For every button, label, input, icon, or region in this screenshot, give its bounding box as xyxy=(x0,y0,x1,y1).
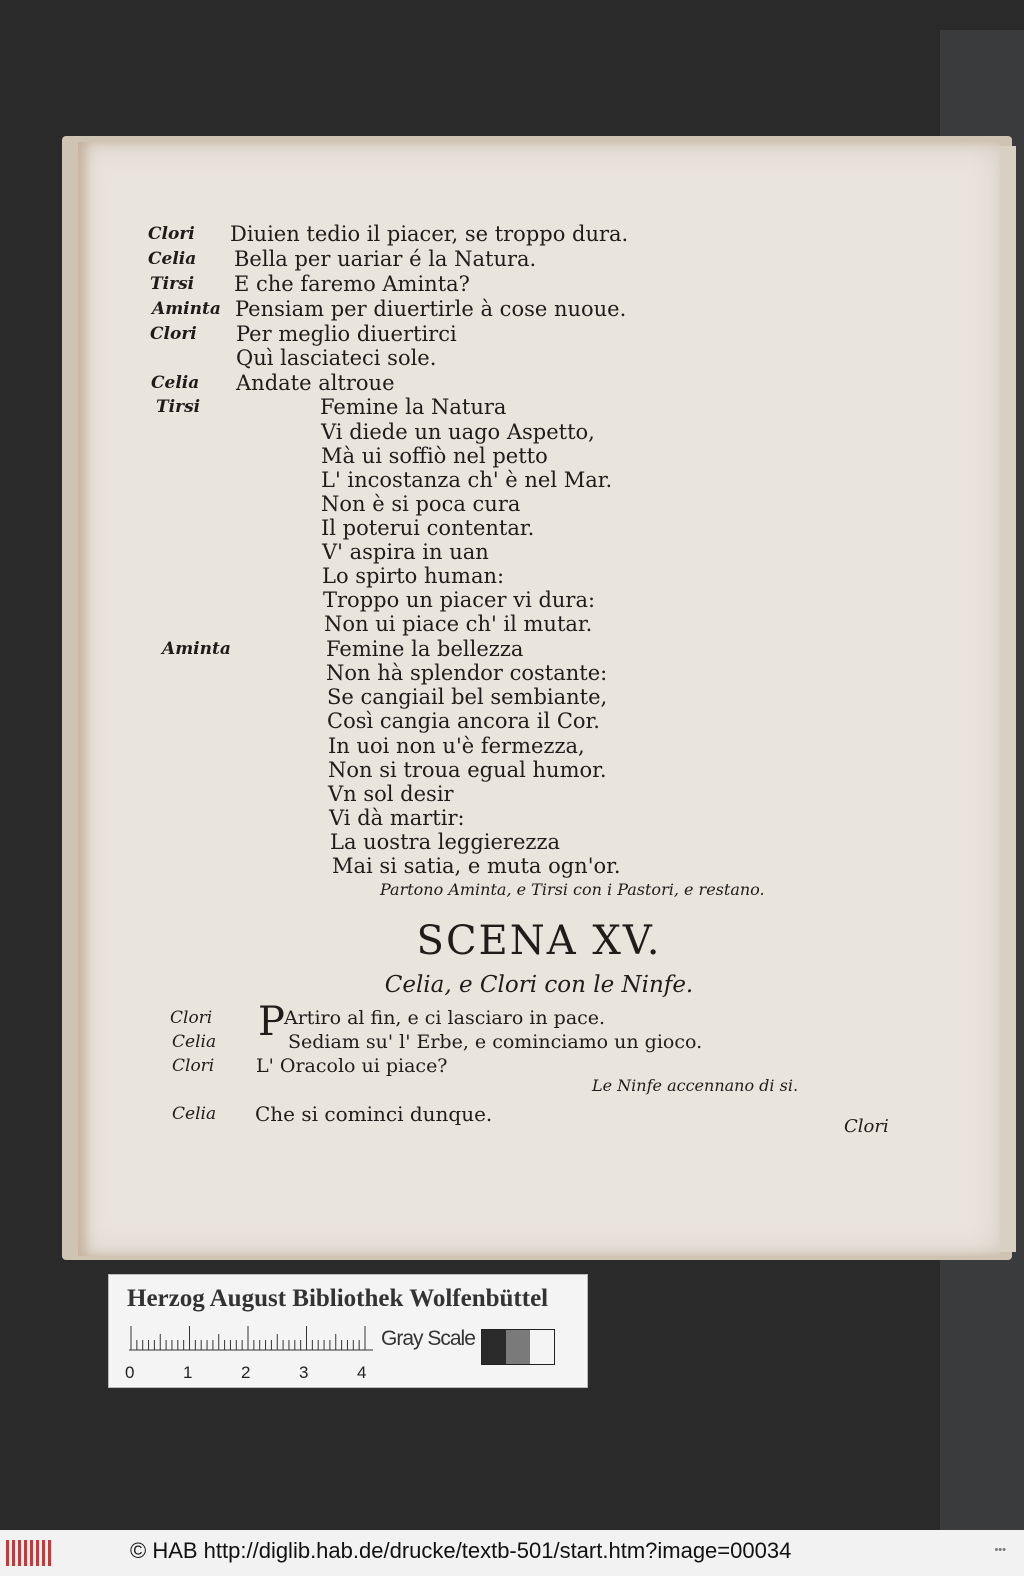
speaker-label: Aminta xyxy=(162,639,231,659)
verse-line: Troppo un piacer vi dura: xyxy=(323,588,596,612)
verse-line: Non hà splendor costante: xyxy=(326,661,608,685)
gray-scale-swatches xyxy=(481,1329,555,1365)
speaker-label: Celia xyxy=(172,1032,217,1052)
verse-line: Non si troua egual humor. xyxy=(328,758,607,782)
gray-scale-label: Gray Scale xyxy=(381,1327,475,1350)
verse-line: Pensiam per diuertirle à cose nuoue. xyxy=(235,297,627,321)
verse-line: Andate altroue xyxy=(236,371,395,395)
speaker-label: Aminta xyxy=(152,299,221,319)
hab-logo-icon xyxy=(6,1540,51,1566)
scene-subtitle: Celia, e Clori con le Ninfe. xyxy=(384,972,694,998)
verse-line: Femine la bellezza xyxy=(326,637,524,661)
verse-line: E che faremo Aminta? xyxy=(234,272,470,296)
verse-line: Che si cominci dunque. xyxy=(255,1102,493,1126)
verse-line: Sediam su' l' Erbe, e cominciamo un gioco. xyxy=(288,1031,703,1053)
verse-line: In uoi non u'è fermezza, xyxy=(328,734,585,758)
card-title: Herzog August Bibliothek Wolfenbüttel xyxy=(127,1285,549,1312)
verse-line: Non è si poca cura xyxy=(321,492,521,516)
gray-swatch-light xyxy=(530,1330,554,1364)
verse-line: Se cangiail bel sembiante, xyxy=(327,685,608,709)
scene-title: SCENA XV. xyxy=(416,918,662,964)
verse-line: Il poterui contentar. xyxy=(321,516,535,540)
ruler-number: 4 xyxy=(357,1363,367,1382)
verse-line: Artiro al fin, e ci lasciaro in pace. xyxy=(284,1007,606,1029)
speaker-label: Celia xyxy=(172,1104,217,1124)
speaker-label: Tirsi xyxy=(150,274,195,294)
speaker-label: Celia xyxy=(151,373,200,393)
speaker-label: Clori xyxy=(150,324,197,344)
verse-line: La uostra leggierezza xyxy=(330,830,561,854)
verse-line: Vi dà martir: xyxy=(329,806,465,830)
drop-cap: P xyxy=(258,999,285,1045)
ruler-number: 0 xyxy=(125,1363,135,1382)
verse-line: Per meglio diuertirci xyxy=(236,322,457,346)
ruler-number: 3 xyxy=(299,1363,309,1382)
verse-line: Femine la Natura xyxy=(320,395,507,419)
verse-line: Mà ui soffiò nel petto xyxy=(321,444,548,468)
gray-swatch-mid xyxy=(506,1330,530,1364)
copyright-url: © HAB http://diglib.hab.de/drucke/textb-501/start.htm?image=00034 xyxy=(130,1538,792,1563)
verse-line: Vn sol desir xyxy=(328,782,454,806)
verse-line: Quì lasciateci sole. xyxy=(236,346,437,370)
book-page xyxy=(78,142,1000,1256)
verse-line: Diuien tedio il piacer, se troppo dura. xyxy=(230,222,629,246)
stage-direction: Le Ninfe accennano di si. xyxy=(592,1076,799,1095)
verse-line: V' aspira in uan xyxy=(322,540,489,564)
page-edge xyxy=(1000,146,1016,1252)
footer-bar xyxy=(0,1530,1024,1576)
catchword: Clori xyxy=(844,1116,889,1137)
speaker-label: Clori xyxy=(170,1008,213,1028)
verse-line: Bella per uariar é la Natura. xyxy=(234,247,537,271)
verse-line: Vi diede un uago Aspetto, xyxy=(321,420,595,444)
speaker-label: Tirsi xyxy=(156,397,201,417)
verse-line: Non ui piace ch' il mutar. xyxy=(324,612,593,636)
color-reference-card xyxy=(108,1274,588,1388)
speaker-label: Celia xyxy=(148,249,197,269)
verse-line: L' Oracolo ui piace? xyxy=(256,1055,448,1077)
verse-line: Mai si satia, e muta ogn'or. xyxy=(332,854,621,878)
stage-direction: Partono Aminta, e Tirsi con i Pastori, e restano. xyxy=(380,880,765,899)
speaker-label: Clori xyxy=(172,1056,215,1076)
verse-line: Lo spirto human: xyxy=(322,564,505,588)
ruler-number: 1 xyxy=(183,1363,193,1382)
scale-ruler xyxy=(129,1325,373,1351)
verse-line: L' incostanza ch' è nel Mar. xyxy=(321,468,613,492)
speaker-label: Clori xyxy=(148,224,195,244)
more-dots-icon: ••• xyxy=(994,1544,1006,1556)
verse-line: Così cangia ancora il Cor. xyxy=(327,709,600,733)
gray-swatch-dark xyxy=(482,1330,506,1364)
ruler-number: 2 xyxy=(241,1363,251,1382)
